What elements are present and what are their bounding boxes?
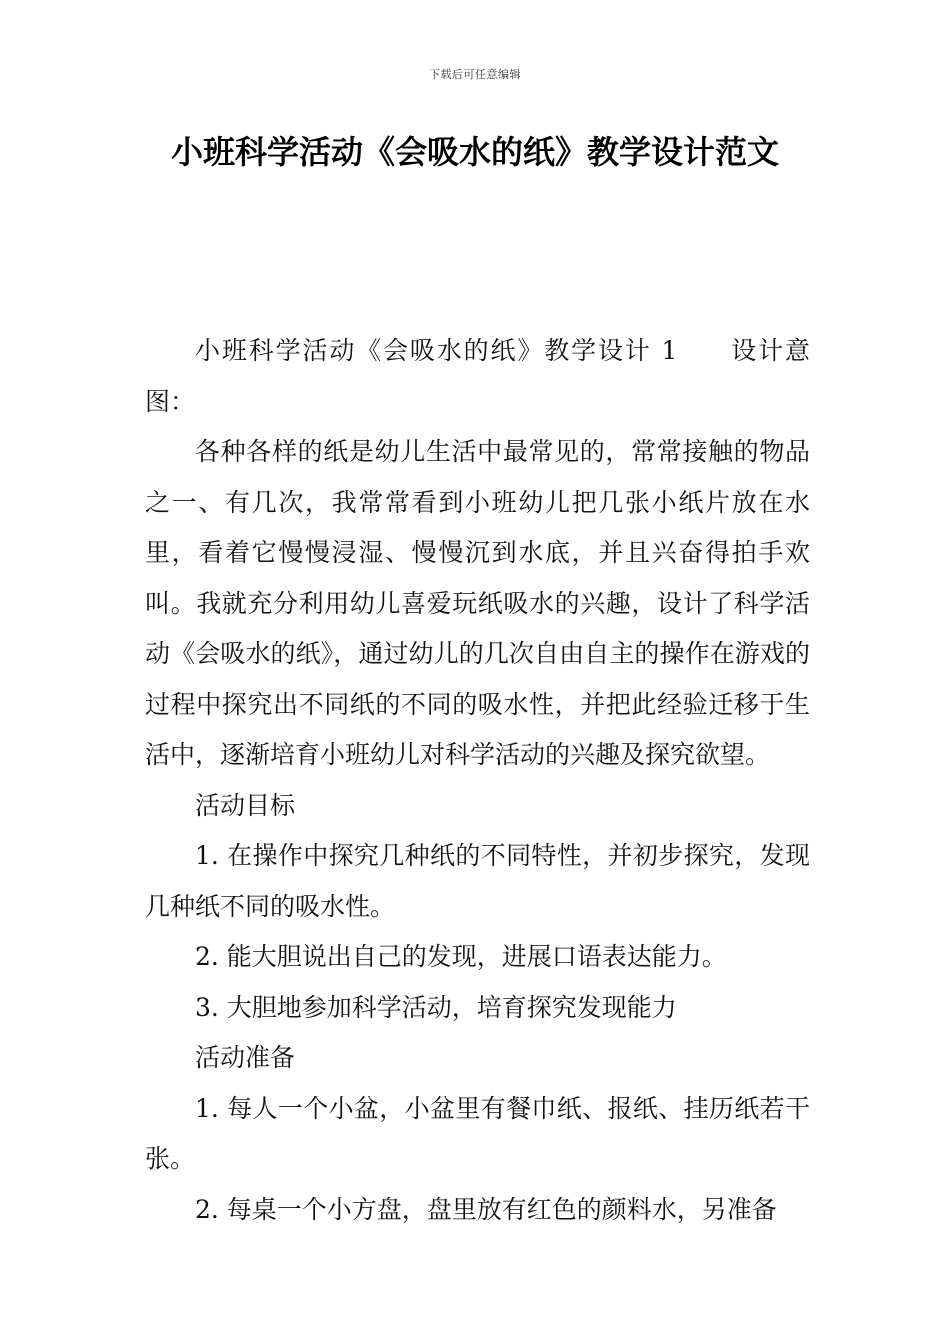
preparation-item-2: 2. 每桌一个小方盘，盘里放有红色的颜料水，另准备 (195, 1194, 777, 1224)
goal-item-2: 2. 能大胆说出自己的发现，进展口语表达能力。 (195, 942, 727, 971)
paragraph-design-intent: 各种各样的纸是幼儿生活中最常见的，常常接触的物品之一、有几次，我常常看到小班幼儿把几张小纸片放在水里，看着它慢慢浸湿、慢慢沉到水底，并且兴奋得拍手欢叫。我就充分利用幼儿喜爱玩纸吸水的兴趣，设计了科学活动《会吸水的纸》，通过幼儿的几次自由自主的操作在游戏的过程中探究出不同纸的不同的吸水性，并把此经验迁移于生活中，逐渐培育小班幼儿对科学活动的兴趣及探究欲望。 (145, 437, 810, 769)
heading-activity-preparation: 活动准备 (195, 1043, 296, 1072)
document-body (145, 326, 810, 1235)
document-title: 小班科学活动《会吸水的纸》教学设计范文 (170, 133, 779, 171)
preparation-item-1: 1. 每人一个小盆，小盆里有餐巾纸、报纸、挂历纸若干张。 (145, 1093, 810, 1173)
goal-item-1: 1. 在操作中探究几种纸的不同特性，并初步探究，发现几种纸不同的吸水性。 (145, 841, 810, 921)
design-intent-label: 设计意图： (145, 336, 810, 416)
section-heading: 小班科学活动《会吸水的纸》教学设计 1 (195, 336, 678, 365)
paragraph-intro (145, 326, 810, 427)
heading-activity-goals: 活动目标 (195, 790, 296, 820)
header-note: 下载后可任意编辑 (429, 68, 521, 81)
goal-item-3: 3. 大胆地参加科学活动，培育探究发现能力 (195, 992, 677, 1022)
